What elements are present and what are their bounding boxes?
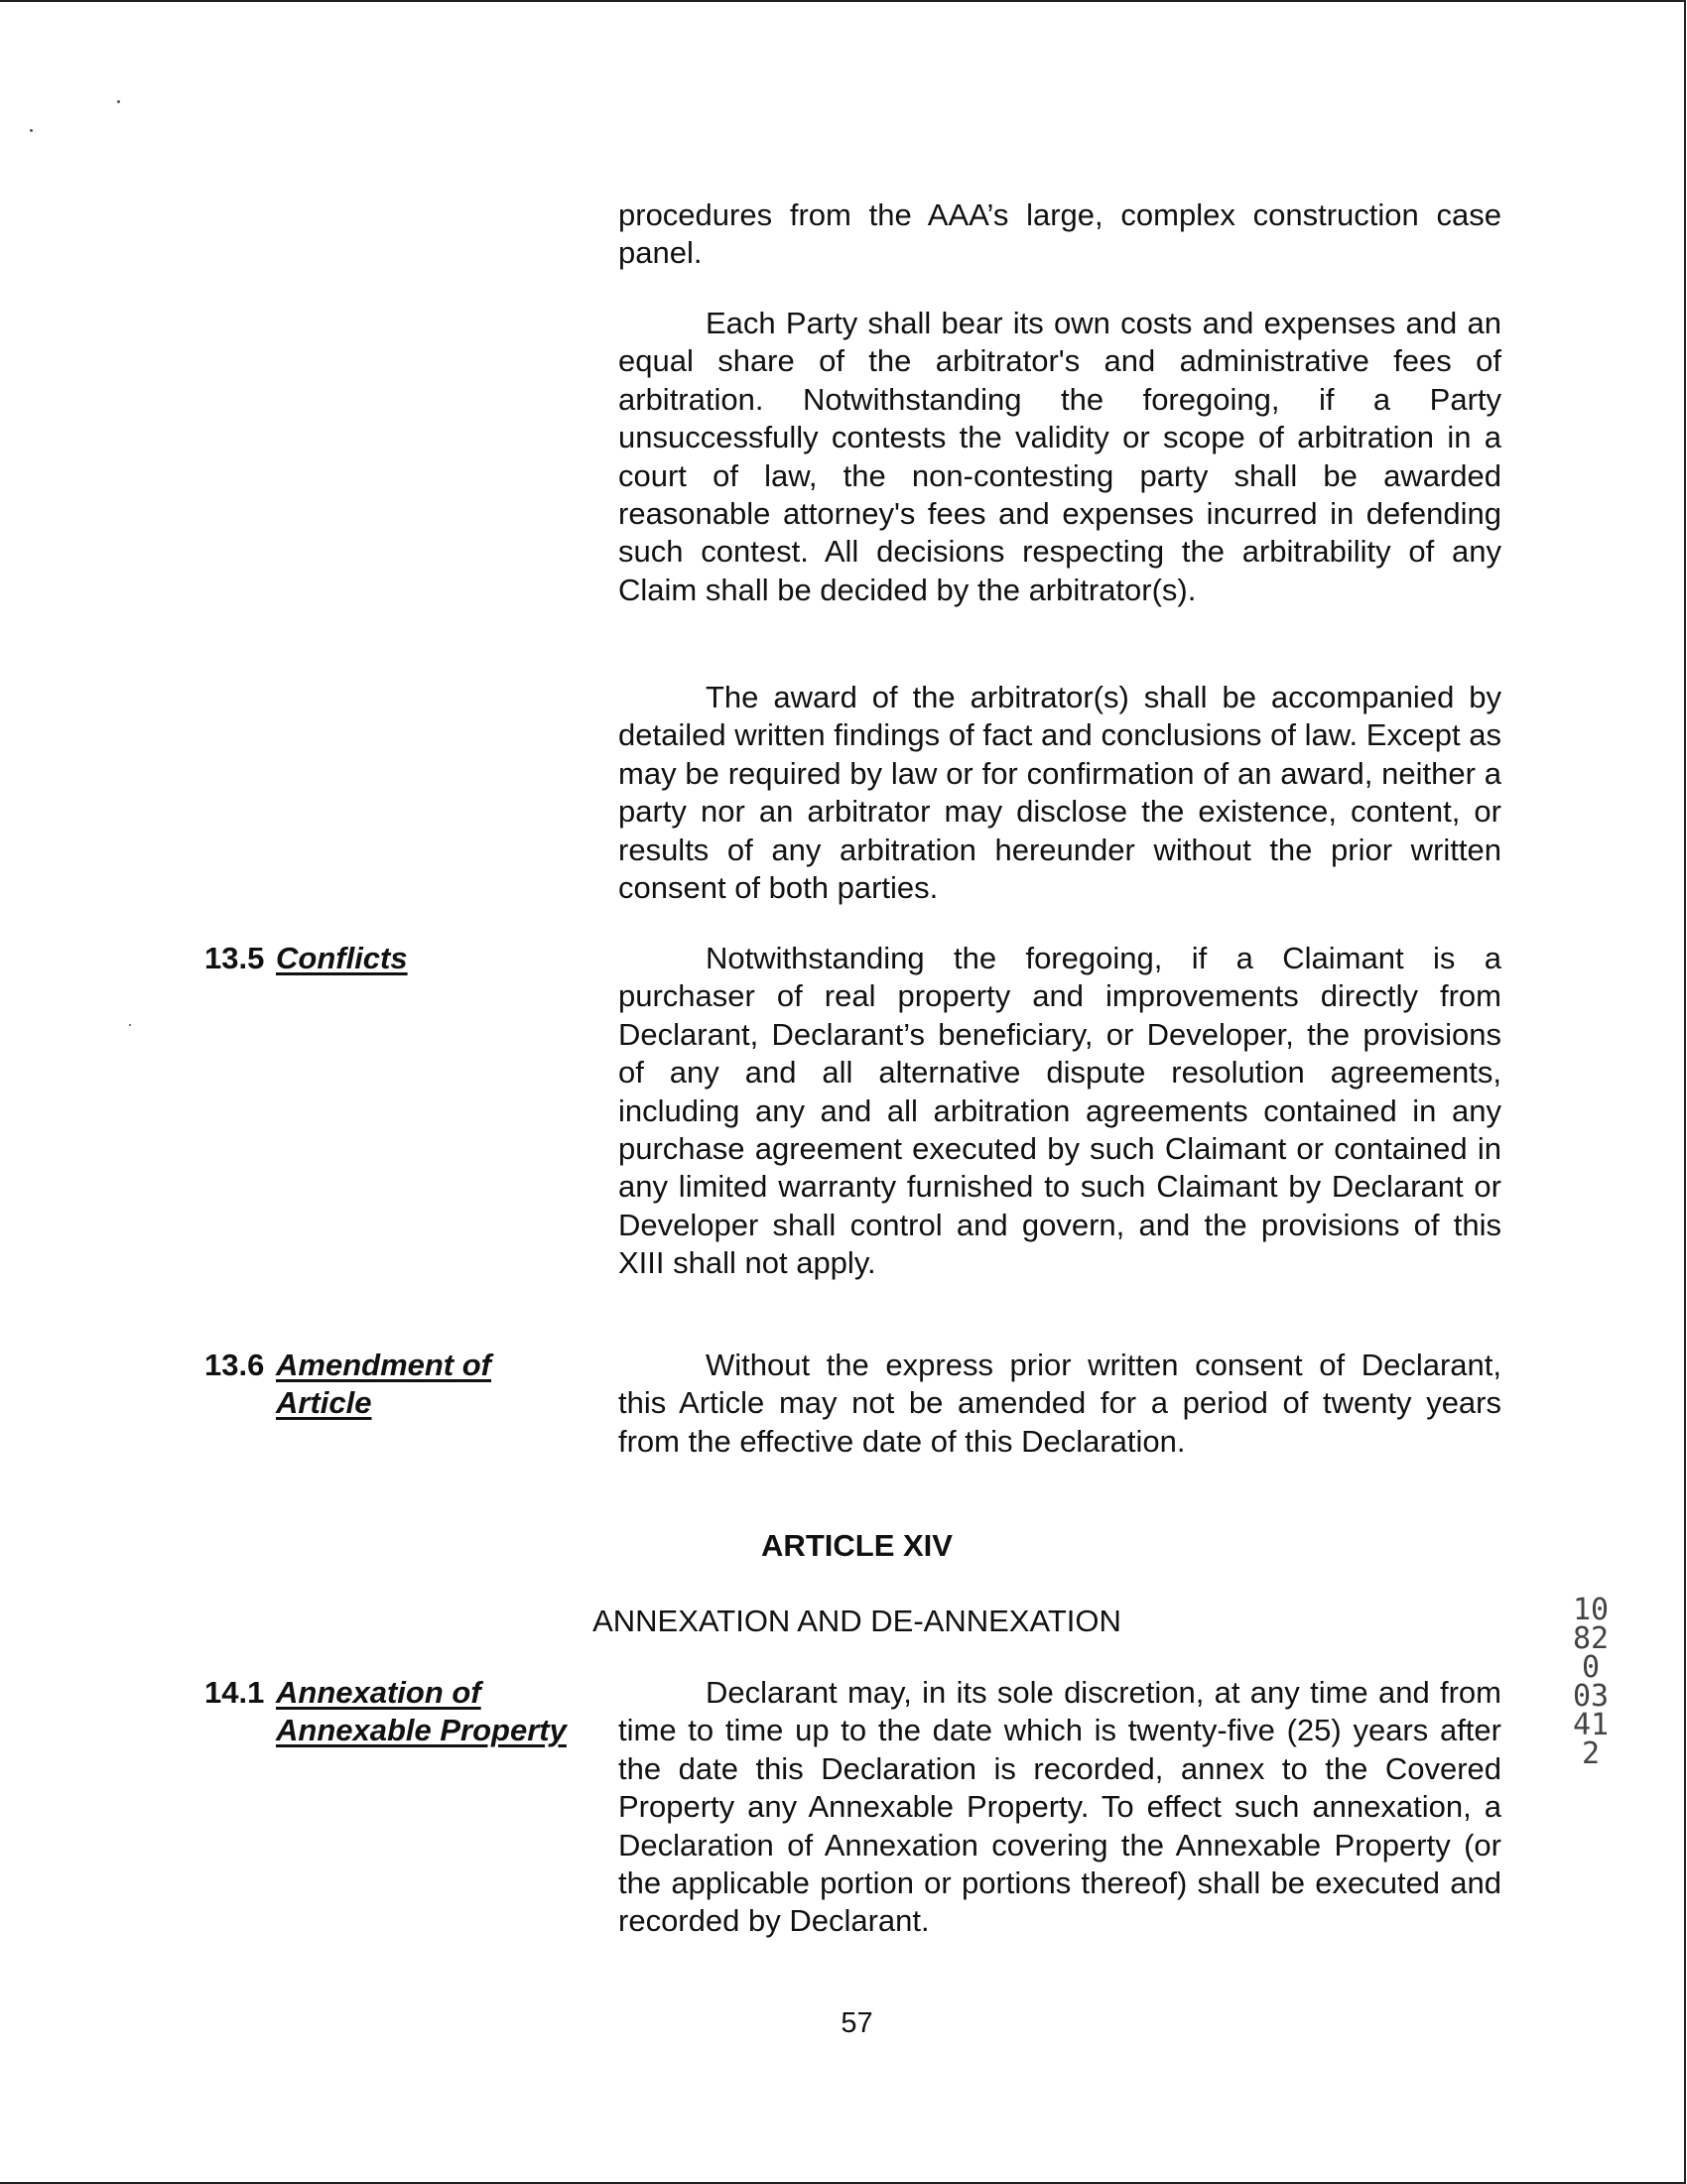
section-13-6-heading	[204, 1347, 491, 1422]
page-number: 57	[841, 2007, 873, 2039]
section-13-6-text: Without the express prior written consent of Declarant, this Article may not be amended for a period of twenty years from the effective date of this Declaration.	[618, 1348, 1501, 1459]
continuation-paragraph: procedures from the AAA’s large, complex construction case panel.	[618, 197, 1501, 271]
scan-speck	[30, 129, 33, 132]
section-14-1-text: Declarant may, in its sole discretion, at any time and from time to time up to the date which is twenty-five (25) years after the date this Declaration is recorded, annex to the Covered Property any Annexable Property. To effect such annexation, a Declaration of Annexation covering the Annexable Property (or the applicable portion or portions thereof) shall be executed and recorded by Declarant.	[618, 1675, 1501, 1939]
costs-paragraph: Each Party shall bear its own costs and expenses and an equal share of the arbitrator's and administrative fees of arbitration. Notwithstanding the foregoing, if a Party unsuccessfully contests the validity or scope of arbitration in a court of law, the non-contesting party shall be awarded reasonable attorney's fees and expenses incurred in defending such contest. All decisions respecting the arbitrability of any Claim shall be decided by the arbitrator(s).	[618, 306, 1501, 607]
section-13-5-text: Notwithstanding the foregoing, if a Claimant is a purchaser of real property and improvements directly from Declarant, Declarant’s beneficiary, or Developer, the provisions of any and all alternative dispute resolution agreements, including any and all arbitration agreements contained in any purchase agreement executed by such Claimant or contained in any limited warranty furnished to such Claimant by Declarant or Developer shall control and govern, and the provisions of this XIII shall not apply.	[618, 941, 1501, 1281]
section-number: 13.5	[204, 941, 265, 975]
section-number: 13.6	[204, 1348, 265, 1382]
section-14-1-heading	[204, 1674, 567, 1749]
scan-speck	[129, 1024, 131, 1026]
section-title-continued: Article	[276, 1385, 372, 1420]
section-title: Conflicts	[276, 941, 408, 975]
article-heading: ARTICLE XIV	[761, 1528, 953, 1563]
section-number: 14.1	[204, 1675, 265, 1710]
section-title-continued: Annexable Property	[276, 1713, 567, 1747]
section-title: Annexation of	[276, 1675, 481, 1710]
section-title: Amendment of	[276, 1348, 491, 1382]
section-13-5-heading	[204, 940, 408, 977]
award-paragraph: The award of the arbitrator(s) shall be accompanied by detailed written findings of fact and conclusions of law. Except as may be required by law or for confirmation of an award, neither a party nor an arbitrator may disclose the existence, content, or results of any arbitration hereunder without the prior written consent of both parties.	[618, 680, 1501, 906]
margin-recording-stamp: 10820 03412	[1572, 1593, 1610, 1771]
scan-speck	[117, 100, 120, 103]
article-subheading: ANNEXATION AND DE-ANNEXATION	[592, 1604, 1121, 1638]
